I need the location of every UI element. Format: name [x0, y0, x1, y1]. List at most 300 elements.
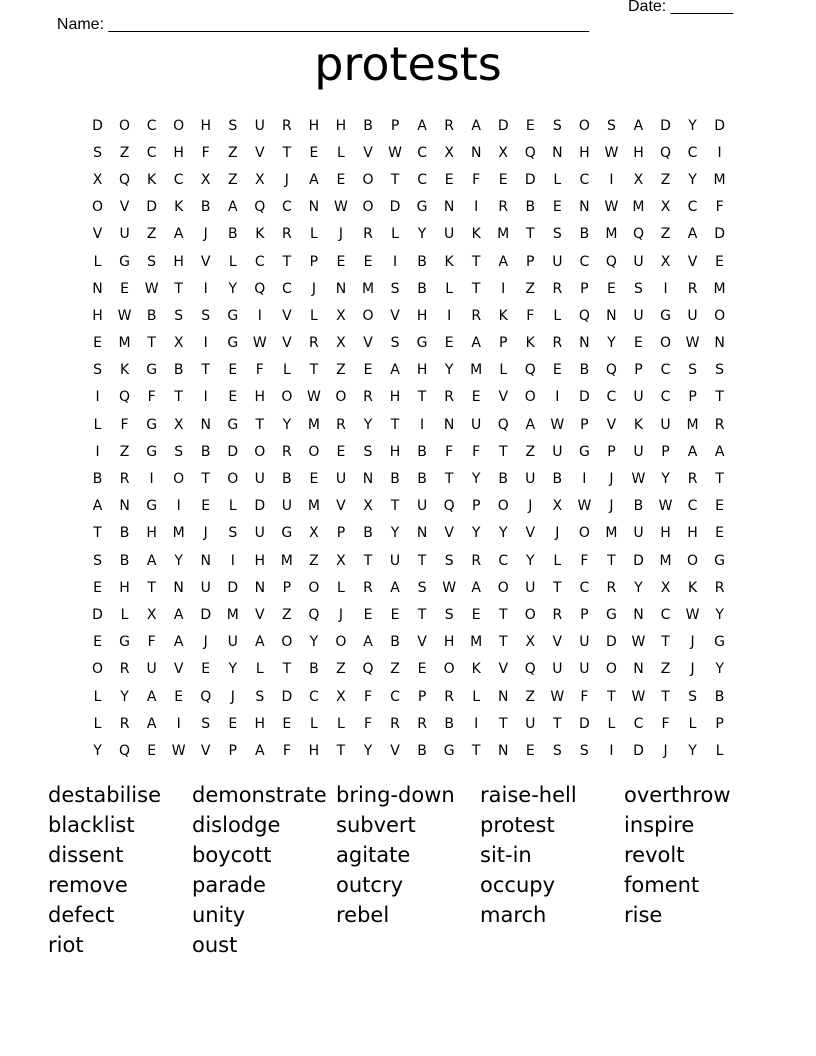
grid-letter: D: [578, 389, 590, 406]
grid-row: [84, 384, 733, 411]
grid-letter: T: [282, 253, 292, 270]
grid-letter: V: [200, 742, 211, 759]
grid-letter: A: [525, 416, 536, 433]
grid-letter: U: [633, 443, 644, 460]
grid-letter: A: [146, 552, 157, 569]
grid-letter: H: [200, 117, 211, 134]
grid-letter: F: [472, 443, 481, 460]
grid-letter: Z: [336, 661, 346, 678]
grid-letter: L: [309, 307, 318, 324]
grid-letter: L: [445, 280, 454, 297]
grid-letter: T: [336, 742, 346, 759]
grid-row: [84, 520, 733, 547]
grid-letter: R: [119, 471, 130, 488]
grid-letter: E: [363, 253, 373, 270]
grid-letter: S: [688, 688, 697, 705]
grid-letter: R: [552, 335, 563, 352]
grid-letter: V: [363, 144, 373, 161]
grid-letter: C: [687, 498, 698, 515]
grid-letter: V: [390, 307, 400, 324]
grid-letter: Y: [688, 117, 697, 134]
grid-letter: H: [254, 715, 266, 732]
grid-letter: V: [363, 335, 373, 352]
grid-letter: S: [552, 117, 562, 134]
grid-letter: O: [362, 171, 374, 188]
grid-letter: F: [580, 552, 589, 569]
grid-letter: C: [687, 144, 698, 161]
grid-letter: R: [552, 606, 563, 623]
grid-letter: H: [173, 253, 184, 270]
grid-letter: L: [255, 661, 264, 678]
word-list-item: bring-down: [336, 783, 455, 807]
header-line: [48, 0, 748, 33]
grid-row: [84, 357, 733, 384]
grid-letter: P: [715, 715, 724, 732]
grid-letter: N: [92, 280, 103, 297]
grid-letter: O: [714, 307, 726, 324]
grid-letter: P: [417, 688, 427, 705]
grid-letter: F: [282, 742, 291, 759]
grid-letter: R: [281, 226, 292, 243]
grid-letter: K: [444, 253, 454, 270]
grid-letter: T: [282, 144, 292, 161]
grid-letter: J: [338, 226, 344, 243]
word-list: [48, 780, 768, 960]
grid-letter: O: [308, 443, 320, 460]
grid-letter: R: [714, 579, 725, 596]
grid-letter: X: [336, 552, 346, 569]
grid-letter: E: [201, 661, 211, 678]
grid-letter: Q: [524, 144, 536, 161]
grid-letter: A: [227, 199, 238, 216]
grid-letter: J: [338, 606, 344, 623]
grid-letter: I: [95, 443, 100, 460]
grid-letter: W: [685, 335, 700, 352]
grid-letter: Z: [390, 661, 400, 678]
grid-letter: R: [363, 226, 373, 243]
grid-letter: D: [254, 498, 266, 515]
grid-row: [84, 194, 733, 221]
grid-letter: Y: [525, 552, 535, 569]
grid-letter: K: [147, 171, 157, 188]
grid-letter: R: [281, 117, 292, 134]
grid-letter: A: [255, 742, 265, 759]
grid-letter: A: [173, 634, 184, 651]
grid-letter: S: [201, 715, 211, 732]
grid-row: [84, 547, 733, 574]
grid-letter: V: [498, 661, 509, 678]
grid-letter: O: [119, 117, 131, 134]
grid-letter: O: [92, 199, 104, 216]
grid-letter: A: [687, 226, 698, 243]
grid-letter: H: [254, 389, 266, 406]
grid-letter: R: [444, 688, 454, 705]
grid-letter: V: [444, 525, 454, 542]
grid-letter: W: [442, 579, 457, 596]
grid-letter: H: [443, 634, 455, 651]
grid-letter: J: [284, 171, 289, 188]
grid-letter: X: [498, 144, 509, 161]
grid-letter: E: [606, 280, 616, 297]
grid-letter: B: [552, 471, 563, 488]
grid-letter: B: [200, 443, 211, 460]
grid-letter: E: [525, 742, 535, 759]
grid-letter: I: [149, 471, 154, 488]
grid-letter: G: [416, 335, 428, 352]
grid-letter: D: [606, 634, 617, 651]
grid-letter: L: [607, 715, 616, 732]
grid-letter: X: [255, 171, 265, 188]
grid-letter: C: [579, 253, 590, 270]
grid-letter: T: [525, 226, 535, 243]
grid-letter: K: [255, 226, 265, 243]
grid-letter: J: [311, 280, 316, 297]
grid-row: [84, 166, 733, 193]
grid-letter: N: [606, 307, 617, 324]
grid-letter: O: [173, 471, 185, 488]
grid-letter: O: [281, 389, 293, 406]
grid-letter: H: [416, 307, 428, 324]
grid-letter: M: [605, 226, 618, 243]
grid-letter: S: [174, 307, 184, 324]
letter-grid: [84, 112, 733, 765]
grid-letter: V: [552, 634, 563, 651]
grid-letter: S: [390, 335, 400, 352]
grid-letter: R: [444, 117, 454, 134]
grid-letter: D: [660, 117, 671, 134]
grid-letter: X: [200, 171, 211, 188]
grid-letter: P: [526, 253, 535, 270]
grid-row: [84, 683, 733, 710]
grid-letter: G: [443, 742, 455, 759]
name-field-label: Name: ______________________________________________________: [56, 16, 589, 33]
grid-letter: J: [555, 525, 560, 542]
grid-letter: E: [498, 171, 508, 188]
word-list-item: dissent: [48, 843, 124, 867]
grid-letter: Q: [200, 688, 212, 705]
grid-letter: L: [93, 416, 102, 433]
grid-letter: O: [443, 661, 455, 678]
grid-letter: M: [713, 280, 726, 297]
grid-letter: R: [363, 579, 373, 596]
grid-letter: L: [228, 253, 237, 270]
grid-letter: A: [146, 688, 157, 705]
grid-letter: Y: [661, 471, 670, 488]
word-list-item: demonstrate: [192, 783, 327, 807]
grid-letter: B: [309, 661, 319, 678]
grid-letter: E: [309, 471, 319, 488]
grid-letter: Z: [146, 226, 157, 243]
grid-letter: P: [634, 362, 643, 379]
grid-letter: O: [281, 634, 293, 651]
grid-letter: Z: [119, 443, 130, 460]
grid-letter: H: [335, 117, 347, 134]
grid-letter: Y: [363, 416, 373, 433]
grid-letter: L: [688, 715, 697, 732]
grid-letter: Q: [524, 362, 536, 379]
grid-letter: H: [633, 144, 644, 161]
grid-letter: I: [582, 471, 587, 488]
grid-letter: P: [580, 416, 589, 433]
grid-letter: W: [388, 144, 402, 161]
grid-letter: B: [282, 471, 292, 488]
grid-letter: C: [146, 144, 157, 161]
grid-letter: V: [687, 253, 698, 270]
word-list-item: dislodge: [192, 813, 281, 837]
grid-letter: T: [471, 253, 481, 270]
grid-letter: D: [92, 117, 103, 134]
grid-letter: G: [119, 634, 130, 651]
grid-letter: L: [553, 171, 562, 188]
grid-letter: U: [633, 389, 644, 406]
grid-letter: I: [609, 171, 614, 188]
grid-letter: P: [228, 742, 237, 759]
grid-letter: I: [609, 742, 614, 759]
grid-letter: Q: [119, 171, 131, 188]
grid-letter: I: [663, 280, 668, 297]
grid-letter: Y: [228, 661, 238, 678]
grid-letter: Q: [497, 416, 509, 433]
grid-letter: S: [93, 552, 102, 569]
grid-letter: H: [173, 144, 184, 161]
grid-letter: K: [498, 307, 508, 324]
grid-letter: I: [257, 307, 262, 324]
grid-letter: G: [660, 307, 671, 324]
grid-letter: T: [174, 280, 183, 297]
grid-letter: E: [336, 443, 346, 460]
grid-letter: Q: [254, 280, 266, 297]
grid-letter: H: [308, 117, 320, 134]
grid-letter: P: [661, 443, 670, 460]
word-list-item: revolt: [624, 843, 685, 867]
grid-letter: O: [308, 579, 320, 596]
grid-letter: Y: [715, 661, 724, 678]
grid-letter: Q: [605, 362, 617, 379]
grid-letter: V: [92, 226, 103, 243]
grid-letter: T: [498, 606, 508, 623]
grid-letter: Q: [443, 498, 455, 515]
grid-letter: B: [579, 226, 590, 243]
grid-letter: W: [658, 498, 673, 515]
grid-letter: S: [363, 443, 373, 460]
grid-letter: O: [362, 307, 374, 324]
grid-letter: N: [416, 525, 428, 542]
grid-letter: G: [227, 335, 239, 352]
grid-letter: B: [417, 742, 427, 759]
grid-letter: X: [336, 335, 346, 352]
grid-letter: E: [93, 634, 102, 651]
grid-letter: Z: [282, 606, 292, 623]
grid-letter: O: [92, 661, 104, 678]
grid-letter: T: [417, 552, 427, 569]
grid-row: [84, 411, 733, 438]
grid-letter: N: [579, 199, 590, 216]
grid-letter: E: [282, 715, 292, 732]
grid-letter: W: [144, 280, 159, 297]
grid-letter: G: [578, 443, 590, 460]
grid-letter: G: [146, 362, 158, 379]
grid-letter: W: [550, 688, 565, 705]
grid-letter: S: [444, 606, 454, 623]
grid-letter: M: [686, 416, 699, 433]
grid-letter: A: [309, 171, 319, 188]
grid-letter: L: [499, 362, 508, 379]
grid-letter: X: [660, 199, 671, 216]
grid-letter: R: [471, 307, 482, 324]
grid-letter: L: [120, 606, 129, 623]
grid-letter: E: [715, 525, 725, 542]
grid-letter: I: [95, 389, 100, 406]
grid-letter: R: [498, 199, 509, 216]
grid-row: [84, 574, 733, 601]
grid-letter: V: [255, 606, 265, 623]
grid-letter: I: [392, 253, 398, 270]
grid-letter: T: [93, 525, 102, 542]
grid-letter: R: [390, 715, 400, 732]
grid-letter: Z: [227, 144, 238, 161]
grid-letter: N: [633, 606, 644, 623]
grid-letter: Z: [660, 171, 671, 188]
grid-letter: F: [715, 199, 724, 216]
grid-letter: E: [309, 144, 319, 161]
grid-letter: T: [147, 579, 156, 596]
grid-letter: T: [553, 715, 562, 732]
grid-letter: S: [634, 280, 643, 297]
grid-letter: N: [443, 416, 455, 433]
grid-letter: N: [497, 742, 509, 759]
grid-letter: S: [228, 117, 238, 134]
grid-letter: Y: [688, 742, 697, 759]
grid-letter: T: [715, 389, 724, 406]
word-list-item: boycott: [192, 843, 272, 867]
grid-row: [84, 737, 733, 764]
grid-letter: D: [227, 579, 239, 596]
grid-letter: Z: [525, 688, 536, 705]
grid-letter: J: [203, 226, 208, 243]
grid-letter: U: [525, 579, 536, 596]
grid-letter: F: [363, 688, 373, 705]
grid-letter: A: [714, 443, 725, 460]
grid-letter: Y: [471, 471, 481, 488]
grid-letter: W: [577, 498, 592, 515]
grid-letter: E: [634, 335, 643, 352]
grid-letter: E: [552, 199, 562, 216]
grid-letter: A: [417, 117, 427, 134]
grid-letter: S: [715, 362, 725, 379]
grid-letter: J: [609, 471, 614, 488]
grid-letter: K: [633, 416, 644, 433]
grid-letter: K: [687, 579, 698, 596]
grid-letter: N: [552, 144, 563, 161]
grid-letter: P: [607, 443, 616, 460]
grid-letter: C: [281, 280, 292, 297]
grid-letter: M: [713, 171, 726, 188]
grid-letter: X: [309, 525, 319, 542]
grid-letter: B: [363, 117, 373, 134]
grid-letter: W: [631, 471, 646, 488]
grid-letter: U: [227, 634, 238, 651]
grid-letter: G: [605, 606, 617, 623]
grid-letter: Z: [660, 661, 671, 678]
grid-letter: N: [579, 335, 590, 352]
grid-letter: T: [390, 171, 400, 188]
grid-letter: L: [715, 742, 724, 759]
grid-letter: R: [309, 335, 319, 352]
grid-letter: H: [146, 525, 157, 542]
grid-letter: X: [173, 335, 184, 352]
grid-letter: O: [497, 579, 509, 596]
grid-letter: O: [335, 634, 347, 651]
grid-letter: F: [472, 171, 481, 188]
grid-letter: X: [173, 416, 184, 433]
grid-letter: T: [201, 471, 210, 488]
grid-letter: S: [174, 443, 184, 460]
grid-letter: C: [633, 715, 644, 732]
grid-letter: F: [120, 416, 129, 433]
grid-letter: Y: [93, 742, 102, 759]
grid-letter: D: [633, 552, 644, 569]
grid-letter: B: [714, 688, 725, 705]
grid-letter: G: [227, 416, 239, 433]
grid-letter: B: [579, 362, 590, 379]
grid-letter: R: [119, 661, 130, 678]
grid-letter: O: [497, 498, 509, 515]
word-list-item: sit-in: [480, 843, 532, 867]
grid-letter: T: [282, 661, 292, 678]
grid-letter: M: [307, 498, 320, 515]
grid-letter: N: [200, 416, 211, 433]
grid-letter: K: [174, 199, 184, 216]
word-list-item: overthrow: [624, 783, 731, 807]
grid-letter: Q: [632, 226, 644, 243]
grid-letter: U: [633, 307, 644, 324]
grid-letter: I: [501, 280, 506, 297]
grid-letter: U: [389, 552, 401, 569]
grid-letter: E: [201, 498, 211, 515]
grid-letter: A: [173, 606, 184, 623]
grid-letter: M: [659, 552, 672, 569]
grid-letter: V: [255, 144, 265, 161]
grid-letter: K: [471, 661, 481, 678]
grid-letter: U: [254, 525, 265, 542]
grid-letter: Z: [660, 226, 671, 243]
page-title: protests: [314, 37, 502, 91]
grid-letter: V: [498, 389, 509, 406]
grid-letter: C: [390, 688, 400, 705]
grid-letter: L: [337, 144, 345, 161]
grid-letter: Y: [309, 634, 319, 651]
grid-letter: F: [526, 307, 535, 324]
grid-letter: W: [631, 688, 646, 705]
grid-letter: Q: [119, 742, 131, 759]
grid-letter: U: [552, 661, 563, 678]
grid-letter: H: [254, 552, 266, 569]
grid-letter: L: [228, 498, 237, 515]
word-list-item: raise-hell: [480, 783, 577, 807]
grid-letter: G: [119, 253, 130, 270]
grid-letter: T: [498, 634, 508, 651]
grid-letter: X: [444, 144, 454, 161]
grid-letter: B: [417, 253, 427, 270]
grid-letter: X: [660, 579, 671, 596]
grid-letter: W: [685, 606, 700, 623]
grid-letter: Z: [525, 443, 536, 460]
grid-letter: R: [687, 280, 698, 297]
word-list-item: unity: [192, 903, 246, 927]
grid-letter: Q: [254, 199, 266, 216]
grid-letter: C: [579, 171, 590, 188]
grid-letter: A: [363, 634, 373, 651]
